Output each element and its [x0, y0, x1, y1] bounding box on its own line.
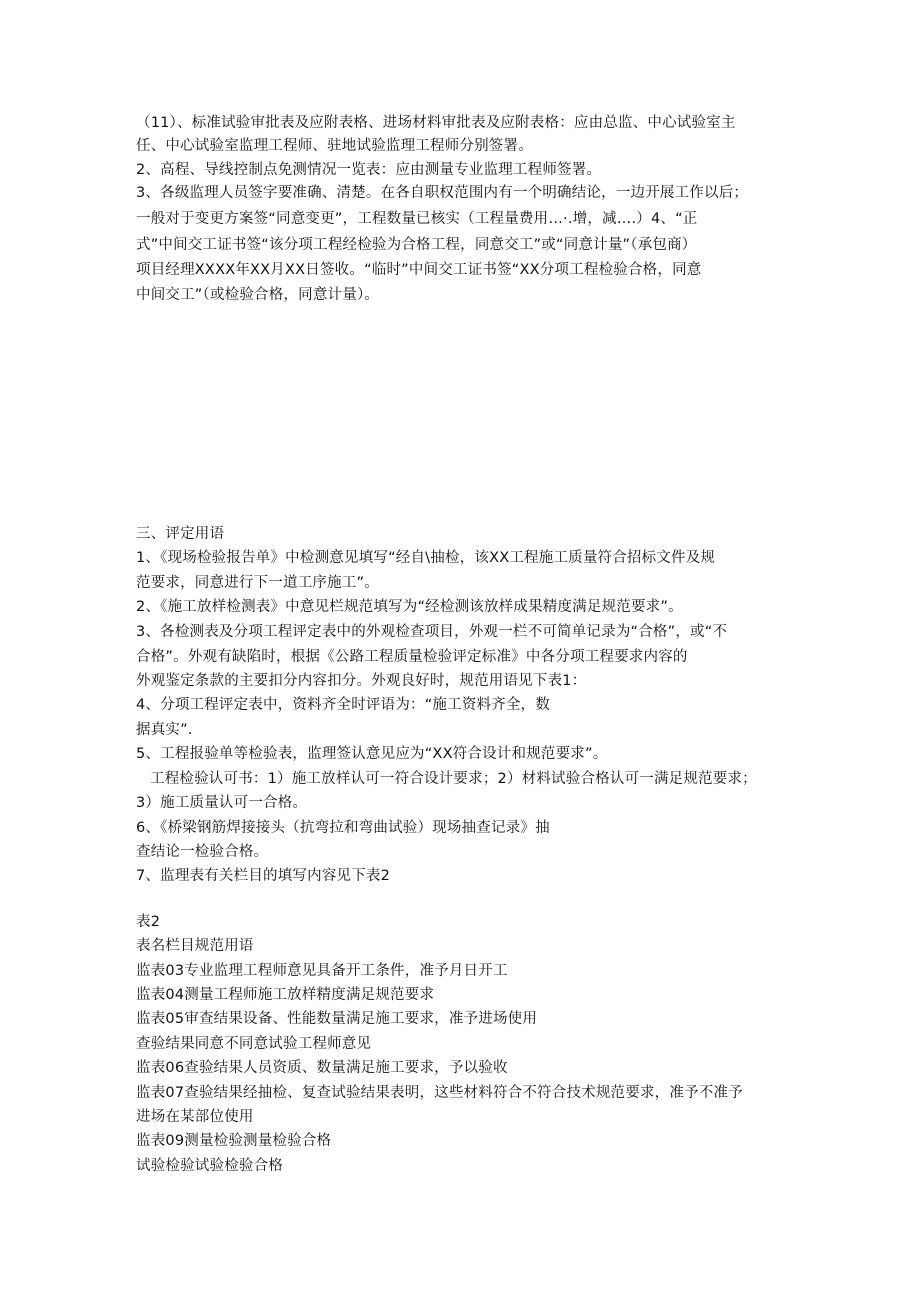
table-row: 试验检验试验检验合格 [136, 1158, 283, 1174]
section-heading: 三、评定用语 [136, 526, 225, 542]
table-row: 进场在某部位使用 [136, 1109, 254, 1125]
table-title: 表2 [136, 914, 161, 930]
paragraph-line: 据真实”. [136, 722, 193, 738]
table-row: 监表04测量工程师施工放样精度满足规范要求 [136, 987, 435, 1003]
table-header: 表名栏目规范用语 [136, 938, 254, 954]
table-row: 监表03专业监理工程师意见具备开工条件，准予月日开工 [136, 963, 508, 979]
paragraph-line: 范要求，同意进行下一道工序施工”。 [136, 575, 379, 591]
paragraph-line: 5、工程报验单等检验表，监理签认意见应为“XX符合设计和规范要求”。 [136, 746, 608, 762]
paragraph-line: 工程检验认可书：1）施工放样认可一符合设计要求；2）材料试验合格认可一满足规范要求； [150, 771, 757, 787]
table-row: 监表05审查结果设备、性能数量满足施工要求，准予进场使用 [136, 1011, 538, 1027]
paragraph-line: 式”中间交工证书签“该分项工程经检验为合格工程，同意交工”或“同意计量”（承包商） [136, 237, 697, 253]
table-row: 监表06查验结果人员资质、数量满足施工要求，予以验收 [136, 1060, 508, 1076]
paragraph-line: 7、监理表有关栏目的填写内容见下表2 [136, 868, 391, 884]
table-row: 查验结果同意不同意试验工程师意见 [136, 1036, 372, 1052]
paragraph-line: 3、各级监理人员签字要准确、清楚。在各自职权范围内有一个明确结论，一边开展工作以后； [136, 185, 749, 201]
paragraph-line: 4、分项工程评定表中，资料齐全时评语为：“施工资料齐全，数 [136, 697, 551, 713]
paragraph-line: 3、各检测表及分项工程评定表中的外观检查项目，外观一栏不可简单记录为“合格”，或“不 [136, 624, 728, 640]
paragraph-line: 任、中心试验室监理工程师、驻地试验监理工程师分别签署。 [136, 138, 533, 154]
paragraph-line: 中间交工”（或检验合格，同意计量）。 [136, 287, 380, 303]
paragraph-line: 一般对于变更方案签“同意变更”，工程数量已核实（工程量费用…·.增，减….）4、“正 [136, 211, 698, 227]
paragraph-line: 2、《施工放样检测表》中意见栏规范填写为“经检测该放样成果精度满足规范要求”。 [136, 599, 683, 615]
paragraph-line: （11）、标准试验审批表及应附表格、进场材料审批表及应附表格：应由总监、中心试验室主 [136, 115, 736, 131]
table-row: 监表09测量检验测量检验合格 [136, 1133, 332, 1149]
paragraph-line: 6、《桥梁钢筋焊接接头（抗弯拉和弯曲试验）现场抽查记录》抽 [136, 820, 550, 836]
paragraph-line: 外观鉴定条款的主要扣分内容扣分。外观良好时，规范用语见下表1： [136, 673, 587, 689]
paragraph-line: 合格”。外观有缺陷时，根据《公路工程质量检验评定标准》中各分项工程要求内容的 [136, 649, 688, 665]
paragraph-line: 1、《现场检验报告单》中检测意见填写“经自\抽检，该XX工程施工质量符合招标文件及规 [136, 550, 716, 566]
paragraph-line: 项目经理XXXX年XX月XX日签收。“临时”中间交工证书签“XX分项工程检验合格，同意 [136, 262, 702, 278]
table-row: 监表07查验结果经抽检、复查试验结果表明，这些材料符合不符合技术规范要求，准予不准予 [136, 1085, 743, 1101]
paragraph-line: 3）施工质量认可一合格。 [136, 795, 308, 811]
paragraph-line: 查结论一检验合格。 [136, 844, 269, 860]
paragraph-line: 2、高程、导线控制点免测情况一览表：应由测量专业监理工程师签署。 [136, 162, 602, 178]
